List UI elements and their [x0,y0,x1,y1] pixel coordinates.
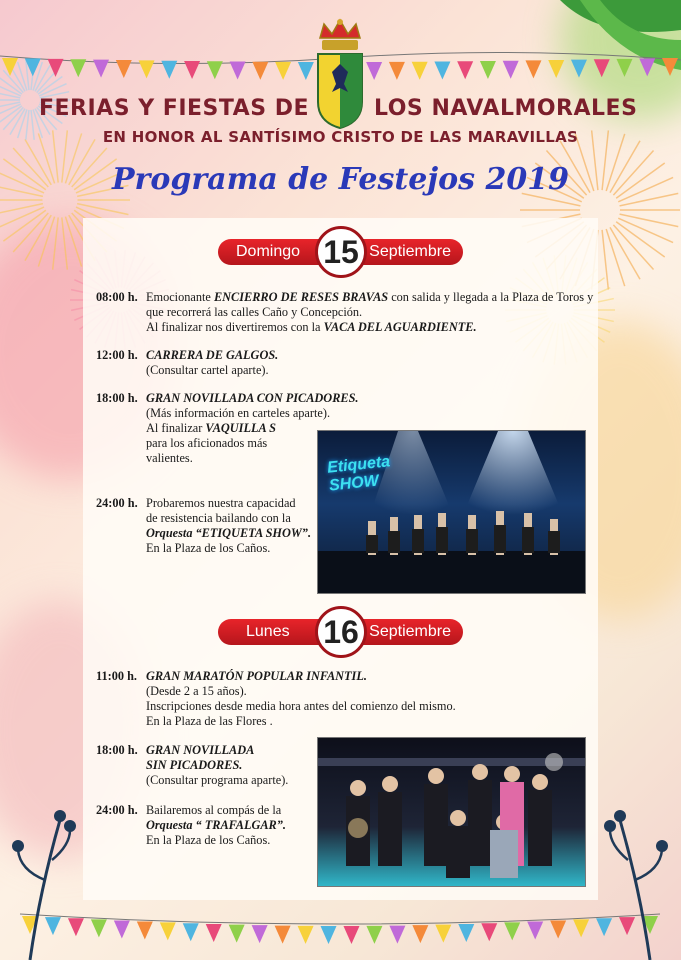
event-time: 11:00 h. [96,669,137,683]
event-segment: de resistencia bailando con la [146,511,291,525]
bunting-flag [206,924,222,942]
event-highlight: SIN PICADORES. [146,758,243,772]
event-time: 12:00 h. [96,348,138,362]
event-text [146,803,286,848]
branch-decoration-right [600,800,681,960]
event-highlight: CARRERA DE GALGOS. [146,348,279,362]
event-segment: En la Plaza de los Caños. [146,541,271,555]
band-logo: Etiqueta SHOW [326,453,391,495]
event-line [146,684,456,699]
event-highlight: VACA DEL AGUARDIENTE. [323,320,477,334]
firework-ray [53,217,58,269]
event-line [146,699,456,714]
event-segment: En la Plaza de los Caños. [146,833,271,847]
event-text [146,669,456,729]
event-segment: (Consultar cartel aparte). [146,363,269,377]
event-highlight: GRAN NOVILLADA [146,743,255,757]
bunting-flag [137,921,153,939]
event-line [146,714,456,729]
bunting-flag [527,921,543,939]
bunting-flag [458,924,474,942]
event-time: 18:00 h. [96,391,138,405]
event-time: 08:00 h. [96,290,138,304]
event-segment: Inscripciones desde media hora antes del comienzo del mismo. [146,699,456,713]
bunting-flag [412,925,428,943]
program-title: Programa de Festejos 2019 [111,162,569,197]
event-highlight: VAQUILLA S [205,421,276,435]
event-line [146,391,359,406]
bunting-flag [91,919,107,937]
coat-of-arms [310,18,370,130]
subtitle: EN HONOR AL SANTÍSIMO CRISTO DE LAS MARAVILLAS [102,128,579,146]
title-left: FERIAS Y FIESTAS DE [38,96,309,121]
event-line [146,290,593,305]
event-line [146,541,311,556]
bunting-flag [550,920,566,938]
branch-decoration-left [0,800,80,960]
event-line [146,773,288,788]
program-panel [83,218,598,900]
firework-ray [602,230,608,290]
firework-ray [620,214,679,226]
event-segment: que recorrerá las calles Caño y Concepción. [146,305,363,319]
day-month: Septiembre [343,619,463,645]
firework-ray [62,217,67,269]
event-line [146,743,288,758]
event-line [146,406,359,421]
band-photo-trafalgar [317,737,586,887]
bunting-flag [573,919,589,937]
event-segment: con salida y llegada a la Plaza de Toros y [388,290,594,304]
event-line [146,320,593,335]
event-segment: valientes. [146,451,193,465]
event-segment: para los aficionados más [146,436,268,450]
event-highlight: GRAN NOVILLADA CON PICADORES. [146,391,359,405]
day-weekday: Domingo [218,239,338,265]
event-line [146,496,311,511]
event-line [146,669,456,684]
bunting-bottom [0,908,681,948]
bunting-flag [321,926,337,944]
bunting-flag [389,926,405,944]
event-time: 24:00 h. [96,496,138,510]
event-line [146,348,278,363]
poster-header [0,0,681,215]
day-banner-16 [218,614,463,650]
bunting-flag [229,925,245,943]
event-highlight: ENCIERRO DE RESES BRAVAS [213,290,389,304]
bunting-flag [435,925,451,943]
day-month: Septiembre [343,239,463,265]
event-line [146,511,311,526]
event-line [146,305,593,320]
event-time: 18:00 h. [96,743,138,757]
bunting-flag [114,920,130,938]
bunting-flag [504,922,520,940]
day-number: 15 [315,226,367,278]
event-text [146,290,593,335]
event-segment: Al finalizar [146,421,206,435]
stage-illustration [318,431,585,593]
day-number: 16 [315,606,367,658]
bunting-flag [366,926,382,944]
bunting-flag [343,926,359,944]
event-line [146,818,286,833]
event-line [146,526,311,541]
event-line [146,363,278,378]
event-highlight: GRAN MARATÓN POPULAR INFANTIL. [146,669,367,683]
event-segment: (Desde 2 a 15 años). [146,684,247,698]
event-time: 24:00 h. [96,803,138,817]
event-text [146,496,311,556]
day-banner-15 [218,234,463,270]
event-highlight: Orquesta “ETIQUETA SHOW”. [146,526,312,540]
bunting-flag [252,925,268,943]
bunting-flag [183,923,199,941]
event-segment: Al finalizar nos divertiremos con la [146,320,324,334]
bunting-flag [275,926,291,944]
bunting-flag [298,926,314,944]
event-segment: En la Plaza de las Flores . [146,714,273,728]
event-segment: (Consultar programa aparte). [146,773,289,787]
title-right: LOS NAVALMORALES [374,96,638,121]
event-text [146,348,278,378]
event-line [146,803,286,818]
event-segment: Probaremos nuestra capacidad [146,496,296,510]
bunting-flag [160,922,176,940]
event-highlight: Orquesta “ TRAFALGAR”. [146,818,286,832]
event-segment: Bailaremos al compás de la [146,803,282,817]
day-weekday: Lunes [218,619,338,645]
band-group-illustration [318,738,585,886]
event-line [146,758,288,773]
band-photo-etiqueta-show [317,430,586,594]
event-segment: Emocionante [146,290,214,304]
bunting-flag [481,923,497,941]
event-text [146,743,288,788]
event-line [146,833,286,848]
event-segment: (Más información en carteles aparte). [146,406,331,420]
